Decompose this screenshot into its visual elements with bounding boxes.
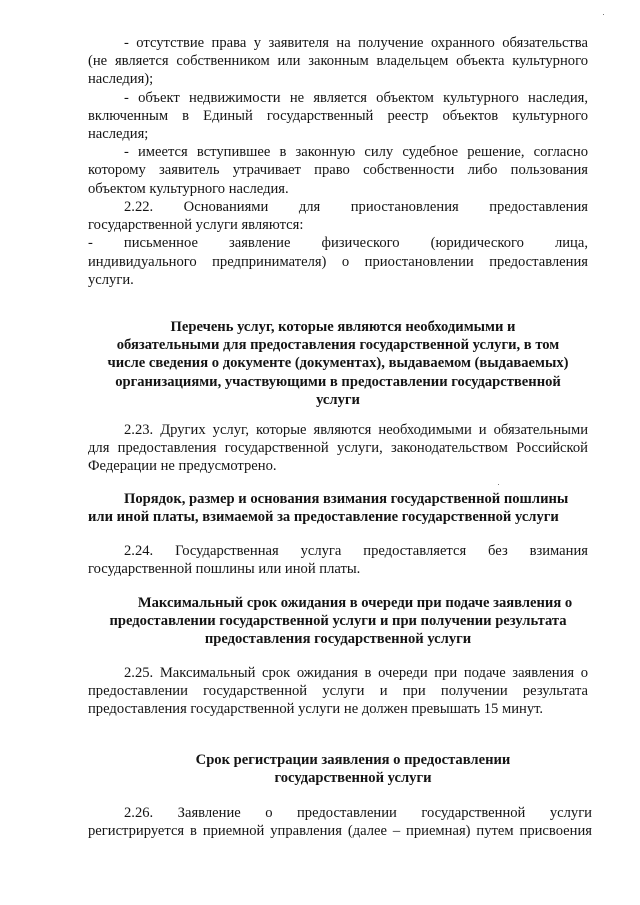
h1-line-2: обязательными для предоставления государственной услуги, в том [116, 337, 560, 354]
heading-queue-time [86, 594, 590, 649]
p222-line-2: государственной услуги являются: [88, 217, 304, 234]
list-item-3-line-2: которому заявитель утрачивает право собственности либо пользования [88, 162, 588, 179]
paragraph-2-26 [88, 804, 592, 840]
list-item-3-line-3: объектом культурного наследия. [88, 180, 289, 197]
paragraph-2-25 [88, 664, 588, 719]
p222-line-5: услуги. [88, 271, 134, 288]
p224-line-1: 2.24. Государственная услуга предоставляется без взимания [124, 543, 588, 559]
grounds-list [88, 34, 588, 198]
h1-line-4: организациями, участвующими в предоставлении государственной [115, 373, 561, 390]
p224-line-2: государственной пошлины или иной платы. [88, 561, 361, 578]
list-item-2-line-2: включенным в Единый государственный реестр объектов культурного [88, 107, 588, 124]
scan-speck [498, 484, 499, 485]
heading-registration-time [88, 751, 588, 787]
h4-line-1: Срок регистрации заявления о предоставлении [195, 752, 511, 768]
list-item-2-line-1: - объект недвижимости не является объектом культурного наследия, [124, 89, 588, 106]
h3-line-3: предоставления государственной услуги [204, 631, 472, 648]
list-item-1-line-1: - отсутствие права у заявителя на получение охранного обязательства [124, 35, 588, 51]
h2-line-1: Порядок, размер и основания взимания государственной пошлины [124, 491, 569, 507]
p222-line-1: 2.22. Основаниями для приостановления предоставления [124, 199, 588, 215]
h1-line-3: числе сведения о документе (документах), выдаваемом (выдаваемых) [107, 355, 569, 372]
p225-line-2: предоставлении государственной услуги и при получении результата [88, 683, 588, 700]
list-item-1-line-2: (не является собственником или законным владельцем объекта культурного [88, 53, 588, 70]
h3-line-2: предоставлении государственной услуги и при получении результата [109, 613, 567, 630]
list-item-1-line-3: наследия); [88, 71, 154, 88]
p222-line-3: - письменное заявление физического (юридического лица, [88, 235, 588, 252]
p226-line-1: 2.26. Заявление о предоставлении государственной услуги [124, 805, 592, 821]
paragraph-2-23 [88, 421, 588, 476]
h3-line-1: Максимальный срок ожидания в очереди при подаче заявления о [137, 595, 573, 611]
paragraph-2-22 [88, 198, 588, 289]
p225-line-3: предоставления государственной услуги не должен превышать 15 минут. [88, 701, 544, 718]
p223-line-2: для предоставления государственной услуги, законодательством Российской [88, 440, 588, 457]
list-item-3-line-1: - имеется вступившее в законную силу судебное решение, согласно [124, 144, 588, 161]
p226-line-2: регистрируется в приемной управления (далее – приемная) путем присвоения [88, 823, 592, 840]
h4-line-2: государственной услуги [274, 770, 432, 787]
h1-line-5: услуги [316, 391, 360, 408]
paragraph-2-24 [88, 542, 588, 578]
heading-state-fee [88, 490, 590, 526]
list-item-2-line-3: наследия; [88, 126, 149, 143]
p225-line-1: 2.25. Максимальный срок ожидания в очереди при подаче заявления о [124, 665, 588, 681]
heading-required-services [86, 318, 590, 409]
p223-line-3: Федерации не предусмотрено. [88, 458, 277, 475]
h2-line-2: или иной платы, взимаемой за предоставление государственной услуги [88, 509, 559, 526]
h1-line-1: Перечень услуг, которые являются необходимыми и [170, 319, 516, 335]
scan-speck [603, 14, 604, 15]
p223-line-1: 2.23. Других услуг, которые являются необходимыми и обязательными [124, 422, 588, 438]
p222-line-4: индивидуального предпринимателя) о приостановлении предоставления [88, 253, 588, 270]
